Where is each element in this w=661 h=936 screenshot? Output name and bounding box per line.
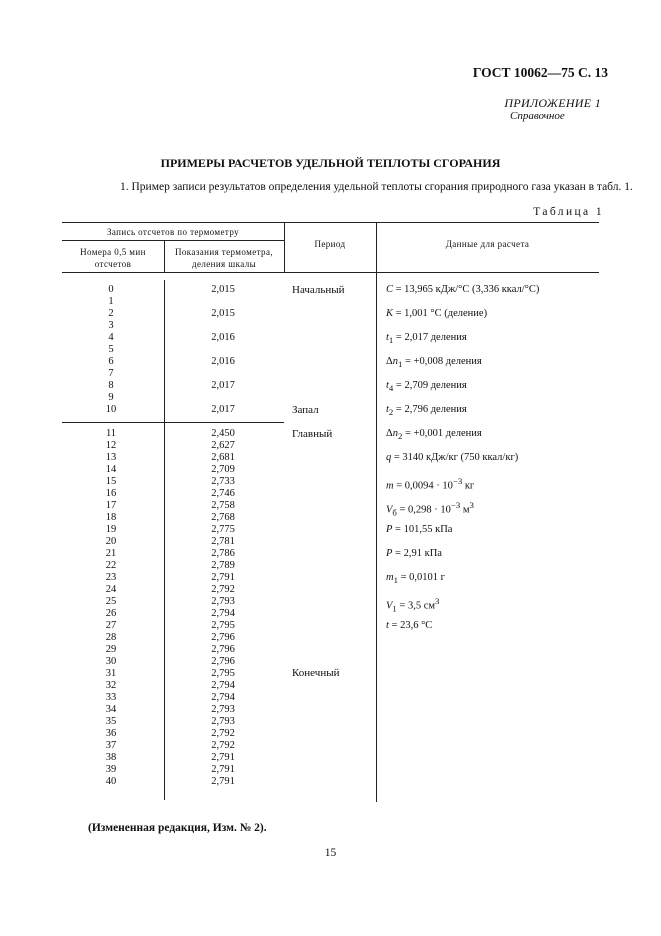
thermometer-reading: 2,791 xyxy=(211,776,235,787)
thermometer-reading: 2,796 xyxy=(211,656,235,667)
table-label: Таблица 1 xyxy=(533,206,604,218)
intro-paragraph: 1. Пример записи результатов определения удельной теплоты сгорания природного газа указан в табл. 1. xyxy=(120,181,633,193)
thermometer-reading: 2,768 xyxy=(211,512,235,523)
data-col-divider xyxy=(376,222,377,802)
calc-m: $m = 0,0094 \cdot 10^{-3}$ кг xyxy=(386,476,475,492)
header-bottom-border xyxy=(62,272,599,273)
calc-k: K = 1,001 °С (деление) xyxy=(386,308,488,319)
row-number: 26 xyxy=(105,608,117,619)
row-number: 4 xyxy=(108,332,114,343)
calc-v1: $V_1 = 3,5$ $см^3$ xyxy=(386,596,440,614)
row-number: 27 xyxy=(105,620,117,631)
calc-t1: $t_1 = 2,017$ деления xyxy=(386,332,467,346)
col-header-reading: Показания термометра, деления шкалы xyxy=(175,247,273,269)
thermometer-reading: 2,791 xyxy=(211,764,235,775)
row-number: 17 xyxy=(105,500,117,511)
thermometer-reading: 2,733 xyxy=(211,476,235,487)
row-number: 7 xyxy=(108,368,114,379)
thermometer-reading: 2,791 xyxy=(211,752,235,763)
row-number: 28 xyxy=(105,632,117,643)
row-number: 21 xyxy=(105,548,117,559)
thermometer-reading: 2,796 xyxy=(211,632,235,643)
thermometer-reading: 2,794 xyxy=(211,680,235,691)
thermometer-reading: 2,793 xyxy=(211,596,235,607)
period-initial: Начальный xyxy=(292,284,345,296)
calc-p2: P = 2,91 кПа xyxy=(386,548,442,559)
thermometer-reading: 2,709 xyxy=(211,464,235,475)
thermometer-reading: 2,791 xyxy=(211,572,235,583)
amendment-note: (Измененная редакция, Изм. № 2). xyxy=(88,822,267,834)
row-number: 18 xyxy=(105,512,117,523)
thermometer-reading: 2,781 xyxy=(211,536,235,547)
thermometer-reading: 2,792 xyxy=(211,728,235,739)
row-number: 20 xyxy=(105,536,117,547)
col-header-period: Период xyxy=(314,239,346,249)
row-number: 11 xyxy=(105,428,117,439)
calc-v6: $V_б = 0,298 \cdot 10^{-3}$ $м^3$ xyxy=(386,500,474,518)
thermometer-reading: 2,794 xyxy=(211,608,235,619)
thermometer-reading: 2,627 xyxy=(211,440,235,451)
col-header-number: Номера 0,5 мин отсчетов xyxy=(80,247,146,269)
thermometer-reading: 2,794 xyxy=(211,692,235,703)
row-number: 8 xyxy=(108,380,114,391)
group-header-divider xyxy=(62,240,284,241)
calc-q: q = 3140 кДж/кг (750 ккал/кг) xyxy=(386,452,519,463)
thermometer-reading: 2,792 xyxy=(211,740,235,751)
thermometer-reading: 2,017 xyxy=(211,404,235,415)
thermometer-reading: 2,789 xyxy=(211,560,235,571)
section-title: ПРИМЕРЫ РАСЧЕТОВ УДЕЛЬНОЙ ТЕПЛОТЫ СГОРАНИЯ xyxy=(160,156,501,170)
calc-c: C = 13,965 кДж/°C (3,336 ккал/°С) xyxy=(386,284,540,295)
thermometer-reading: 2,796 xyxy=(211,644,235,655)
calc-delta-n2: $\Delta n_2 = +0,001$ деления xyxy=(386,428,482,442)
row-number: 0 xyxy=(108,284,114,295)
thermometer-reading: 2,758 xyxy=(211,500,235,511)
thermometer-reading: 2,017 xyxy=(211,380,235,391)
row-number: 37 xyxy=(105,740,117,751)
col-header-data: Данные для расчета xyxy=(445,239,530,249)
row-number: 35 xyxy=(105,716,117,727)
page-number: 15 xyxy=(324,847,337,859)
period-divider xyxy=(62,422,284,423)
row-number: 32 xyxy=(105,680,117,691)
row-number: 16 xyxy=(105,488,117,499)
row-number: 31 xyxy=(105,668,117,679)
row-number: 23 xyxy=(105,572,117,583)
row-number: 19 xyxy=(105,524,117,535)
row-number: 40 xyxy=(105,776,117,787)
thermometer-reading: 2,450 xyxy=(211,428,235,439)
calc-t4: $t_4 = 2,709$ деления xyxy=(386,380,467,394)
row-number: 13 xyxy=(105,452,117,463)
row-number: 2 xyxy=(108,308,114,319)
thermometer-reading: 2,746 xyxy=(211,488,235,499)
appendix-label: ПРИЛОЖЕНИЕ 1 xyxy=(504,96,601,110)
group-header: Запись отсчетов по термометру xyxy=(106,227,240,237)
appendix-type: Справочное xyxy=(510,110,565,122)
period-main: Главный xyxy=(292,428,333,440)
row-number: 38 xyxy=(105,752,117,763)
calc-m1: $m_1 = 0,0101$ г xyxy=(386,572,445,586)
row-number: 34 xyxy=(105,704,117,715)
thermometer-reading: 2,016 xyxy=(211,356,235,367)
row-number: 14 xyxy=(105,464,117,475)
period-ignition: Запал xyxy=(292,404,319,416)
row-number: 9 xyxy=(108,392,114,403)
row-number: 1 xyxy=(108,296,114,307)
row-number: 3 xyxy=(108,320,114,331)
row-number: 5 xyxy=(108,344,114,355)
row-number: 10 xyxy=(105,404,117,415)
period-final: Конечный xyxy=(292,667,340,679)
thermometer-reading: 2,795 xyxy=(211,620,235,631)
row-number: 30 xyxy=(105,656,117,667)
thermometer-reading: 2,786 xyxy=(211,548,235,559)
thermometer-reading: 2,016 xyxy=(211,332,235,343)
thermometer-reading: 2,775 xyxy=(211,524,235,535)
table-top-border xyxy=(62,222,599,223)
calc-p1: P = 101,55 кПа xyxy=(386,524,453,535)
row-number: 6 xyxy=(108,356,114,367)
calc-delta-n1: $\Delta n_1 = +0,008$ деления xyxy=(386,356,482,370)
calc-t2: $t_2 = 2,796$ деления xyxy=(386,404,467,418)
thermometer-reading: 2,793 xyxy=(211,716,235,727)
thermometer-reading: 2,793 xyxy=(211,704,235,715)
row-number: 36 xyxy=(105,728,117,739)
thermometer-reading: 2,015 xyxy=(211,308,235,319)
row-number: 24 xyxy=(105,584,117,595)
thermometer-reading: 2,681 xyxy=(211,452,235,463)
page-header-standard: ГОСТ 10062—75 С. 13 xyxy=(472,65,608,80)
row-number: 25 xyxy=(105,596,117,607)
row-number: 33 xyxy=(105,692,117,703)
reading-col-divider xyxy=(164,280,165,800)
calc-t: t = 23,6 °С xyxy=(386,620,433,631)
row-number: 22 xyxy=(105,560,117,571)
thermometer-reading: 2,792 xyxy=(211,584,235,595)
row-number: 12 xyxy=(105,440,117,451)
row-number: 15 xyxy=(105,476,117,487)
thermometer-reading: 2,015 xyxy=(211,284,235,295)
row-number: 29 xyxy=(105,644,117,655)
row-number: 39 xyxy=(105,764,117,775)
thermometer-reading: 2,795 xyxy=(211,668,235,679)
